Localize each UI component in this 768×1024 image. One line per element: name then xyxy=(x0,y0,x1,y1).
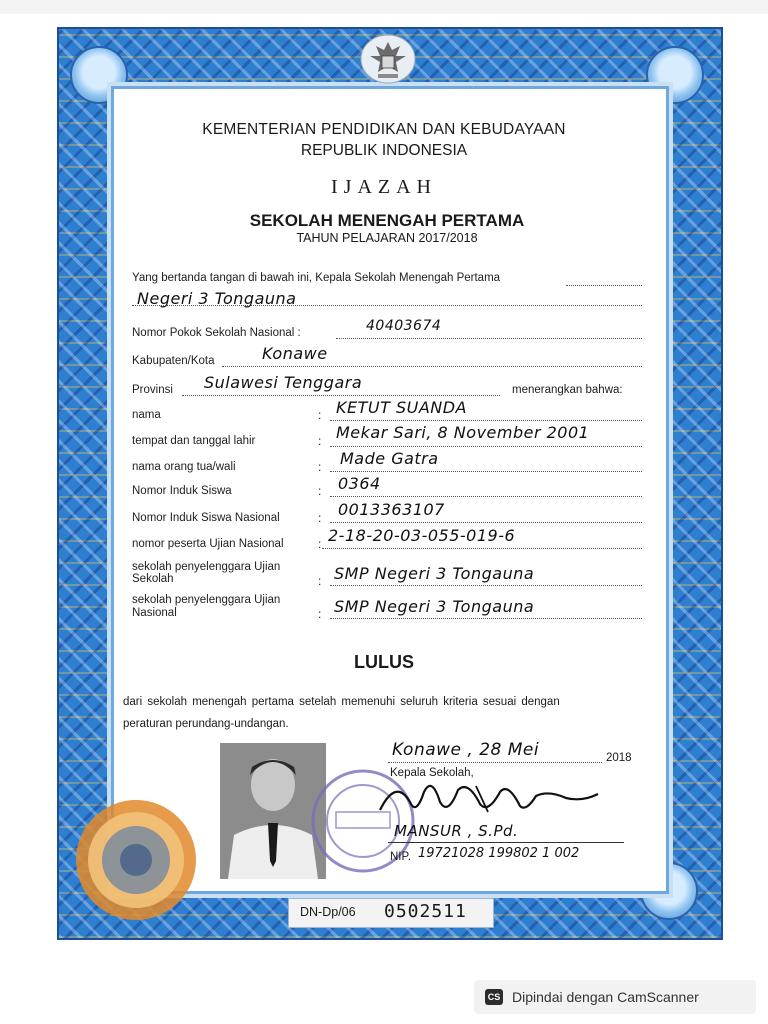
closing-line-1: dari sekolah menengah pertama setelah memenuhi seluruh kriteria sesuai dengan xyxy=(123,696,560,708)
field-label-ujian-sekolah-2: Sekolah xyxy=(132,573,174,585)
graduation-result: LULUS xyxy=(354,652,414,672)
npsn-label: Nomor Pokok Sekolah Nasional : xyxy=(132,327,301,339)
school-level-title: SEKOLAH MENENGAH PERTAMA xyxy=(249,211,525,230)
field-label-ttl: tempat dan tanggal lahir xyxy=(132,435,256,447)
signature-year: 2018 xyxy=(606,752,632,764)
dotted-line xyxy=(388,762,602,763)
garuda-emblem-icon xyxy=(360,34,416,84)
field-label-nama: nama xyxy=(132,409,161,421)
closing-line-2: peraturan perundang-undangan. xyxy=(123,718,289,730)
colon: : xyxy=(318,574,322,588)
intro-statement: Yang bertanda tangan di bawah ini, Kepala Sekolah Menengah Pertama xyxy=(132,272,501,284)
place-date: Konawe , 28 Mei xyxy=(392,740,540,760)
field-value-nisn: 0013363107 xyxy=(338,500,445,519)
scan-top-edge xyxy=(0,0,768,14)
dotted-line xyxy=(330,496,642,497)
colon: : xyxy=(318,408,322,422)
field-value-ujian-sekolah: SMP Negeri 3 Tongauna xyxy=(334,564,535,583)
dotted-line xyxy=(132,305,642,306)
ministry-title: KEMENTERIAN PENDIDIKAN DAN KEBUDAYAAN xyxy=(202,121,566,138)
colon: : xyxy=(318,511,322,525)
field-label-nisn: Nomor Induk Siswa Nasional xyxy=(132,512,280,524)
field-value-ujian-nasional: SMP Negeri 3 Tongauna xyxy=(334,597,535,616)
dotted-line xyxy=(330,618,642,619)
provinsi-label: Provinsi xyxy=(132,384,173,396)
scanner-label: Dipindai dengan CamScanner xyxy=(512,989,699,1005)
field-value-ortu: Made Gatra xyxy=(340,449,439,468)
dotted-line xyxy=(222,366,642,367)
school-name-value: Negeri 3 Tongauna xyxy=(137,289,297,308)
colon: : xyxy=(318,484,322,498)
dotted-line xyxy=(330,420,642,421)
principal-signature-icon xyxy=(376,772,606,822)
field-value-nis: 0364 xyxy=(338,474,381,493)
republic-title: REPUBLIK INDONESIA xyxy=(300,142,468,159)
field-label-ujian-nasional: sekolah penyelenggara Ujian xyxy=(132,594,281,606)
dotted-line xyxy=(182,395,500,396)
field-value-peserta: 2-18-20-03-055-019-6 xyxy=(328,526,516,545)
dotted-line xyxy=(566,285,642,286)
declares-text: menerangkan bahwa: xyxy=(512,384,623,396)
camscanner-logo-icon: CS xyxy=(485,989,503,1005)
nip-label: NIP. xyxy=(390,851,411,863)
dotted-line xyxy=(330,471,642,472)
embossed-seal-icon xyxy=(72,796,200,924)
colon: : xyxy=(318,537,322,551)
field-label-ujian-sekolah: sekolah penyelenggara Ujian xyxy=(132,561,281,573)
academic-year: TAHUN PELAJARAN 2017/2018 xyxy=(296,231,478,245)
dotted-line xyxy=(330,585,642,586)
signature-underline xyxy=(388,842,624,843)
kabupaten-value: Konawe xyxy=(262,344,328,363)
dotted-line xyxy=(330,446,642,447)
serial-number: 0502511 xyxy=(384,901,467,922)
npsn-value: 40403674 xyxy=(366,318,442,334)
nip-value: 19721028 199802 1 002 xyxy=(418,846,580,861)
dotted-line xyxy=(322,548,642,549)
field-label-ortu: nama orang tua/wali xyxy=(132,461,236,473)
field-value-ttl: Mekar Sari, 8 November 2001 xyxy=(336,423,590,442)
dotted-line xyxy=(336,338,642,339)
field-label-ujian-nasional-2: Nasional xyxy=(132,607,177,619)
principal-role: Kepala Sekolah, xyxy=(390,767,474,779)
kabupaten-label: Kabupaten/Kota xyxy=(132,355,215,367)
provinsi-value: Sulawesi Tenggara xyxy=(204,373,363,392)
field-label-peserta: nomor peserta Ujian Nasional xyxy=(132,538,284,550)
dotted-line xyxy=(330,522,642,523)
document-title: IJAZAH xyxy=(331,176,437,198)
field-value-nama: KETUT SUANDA xyxy=(336,398,467,417)
colon: : xyxy=(318,434,322,448)
serial-code: DN-Dp/06 xyxy=(300,905,356,919)
colon: : xyxy=(318,460,322,474)
field-label-nis: Nomor Induk Siswa xyxy=(132,485,232,497)
colon: : xyxy=(318,607,322,621)
principal-name: MANSUR , S.Pd. xyxy=(394,822,519,840)
